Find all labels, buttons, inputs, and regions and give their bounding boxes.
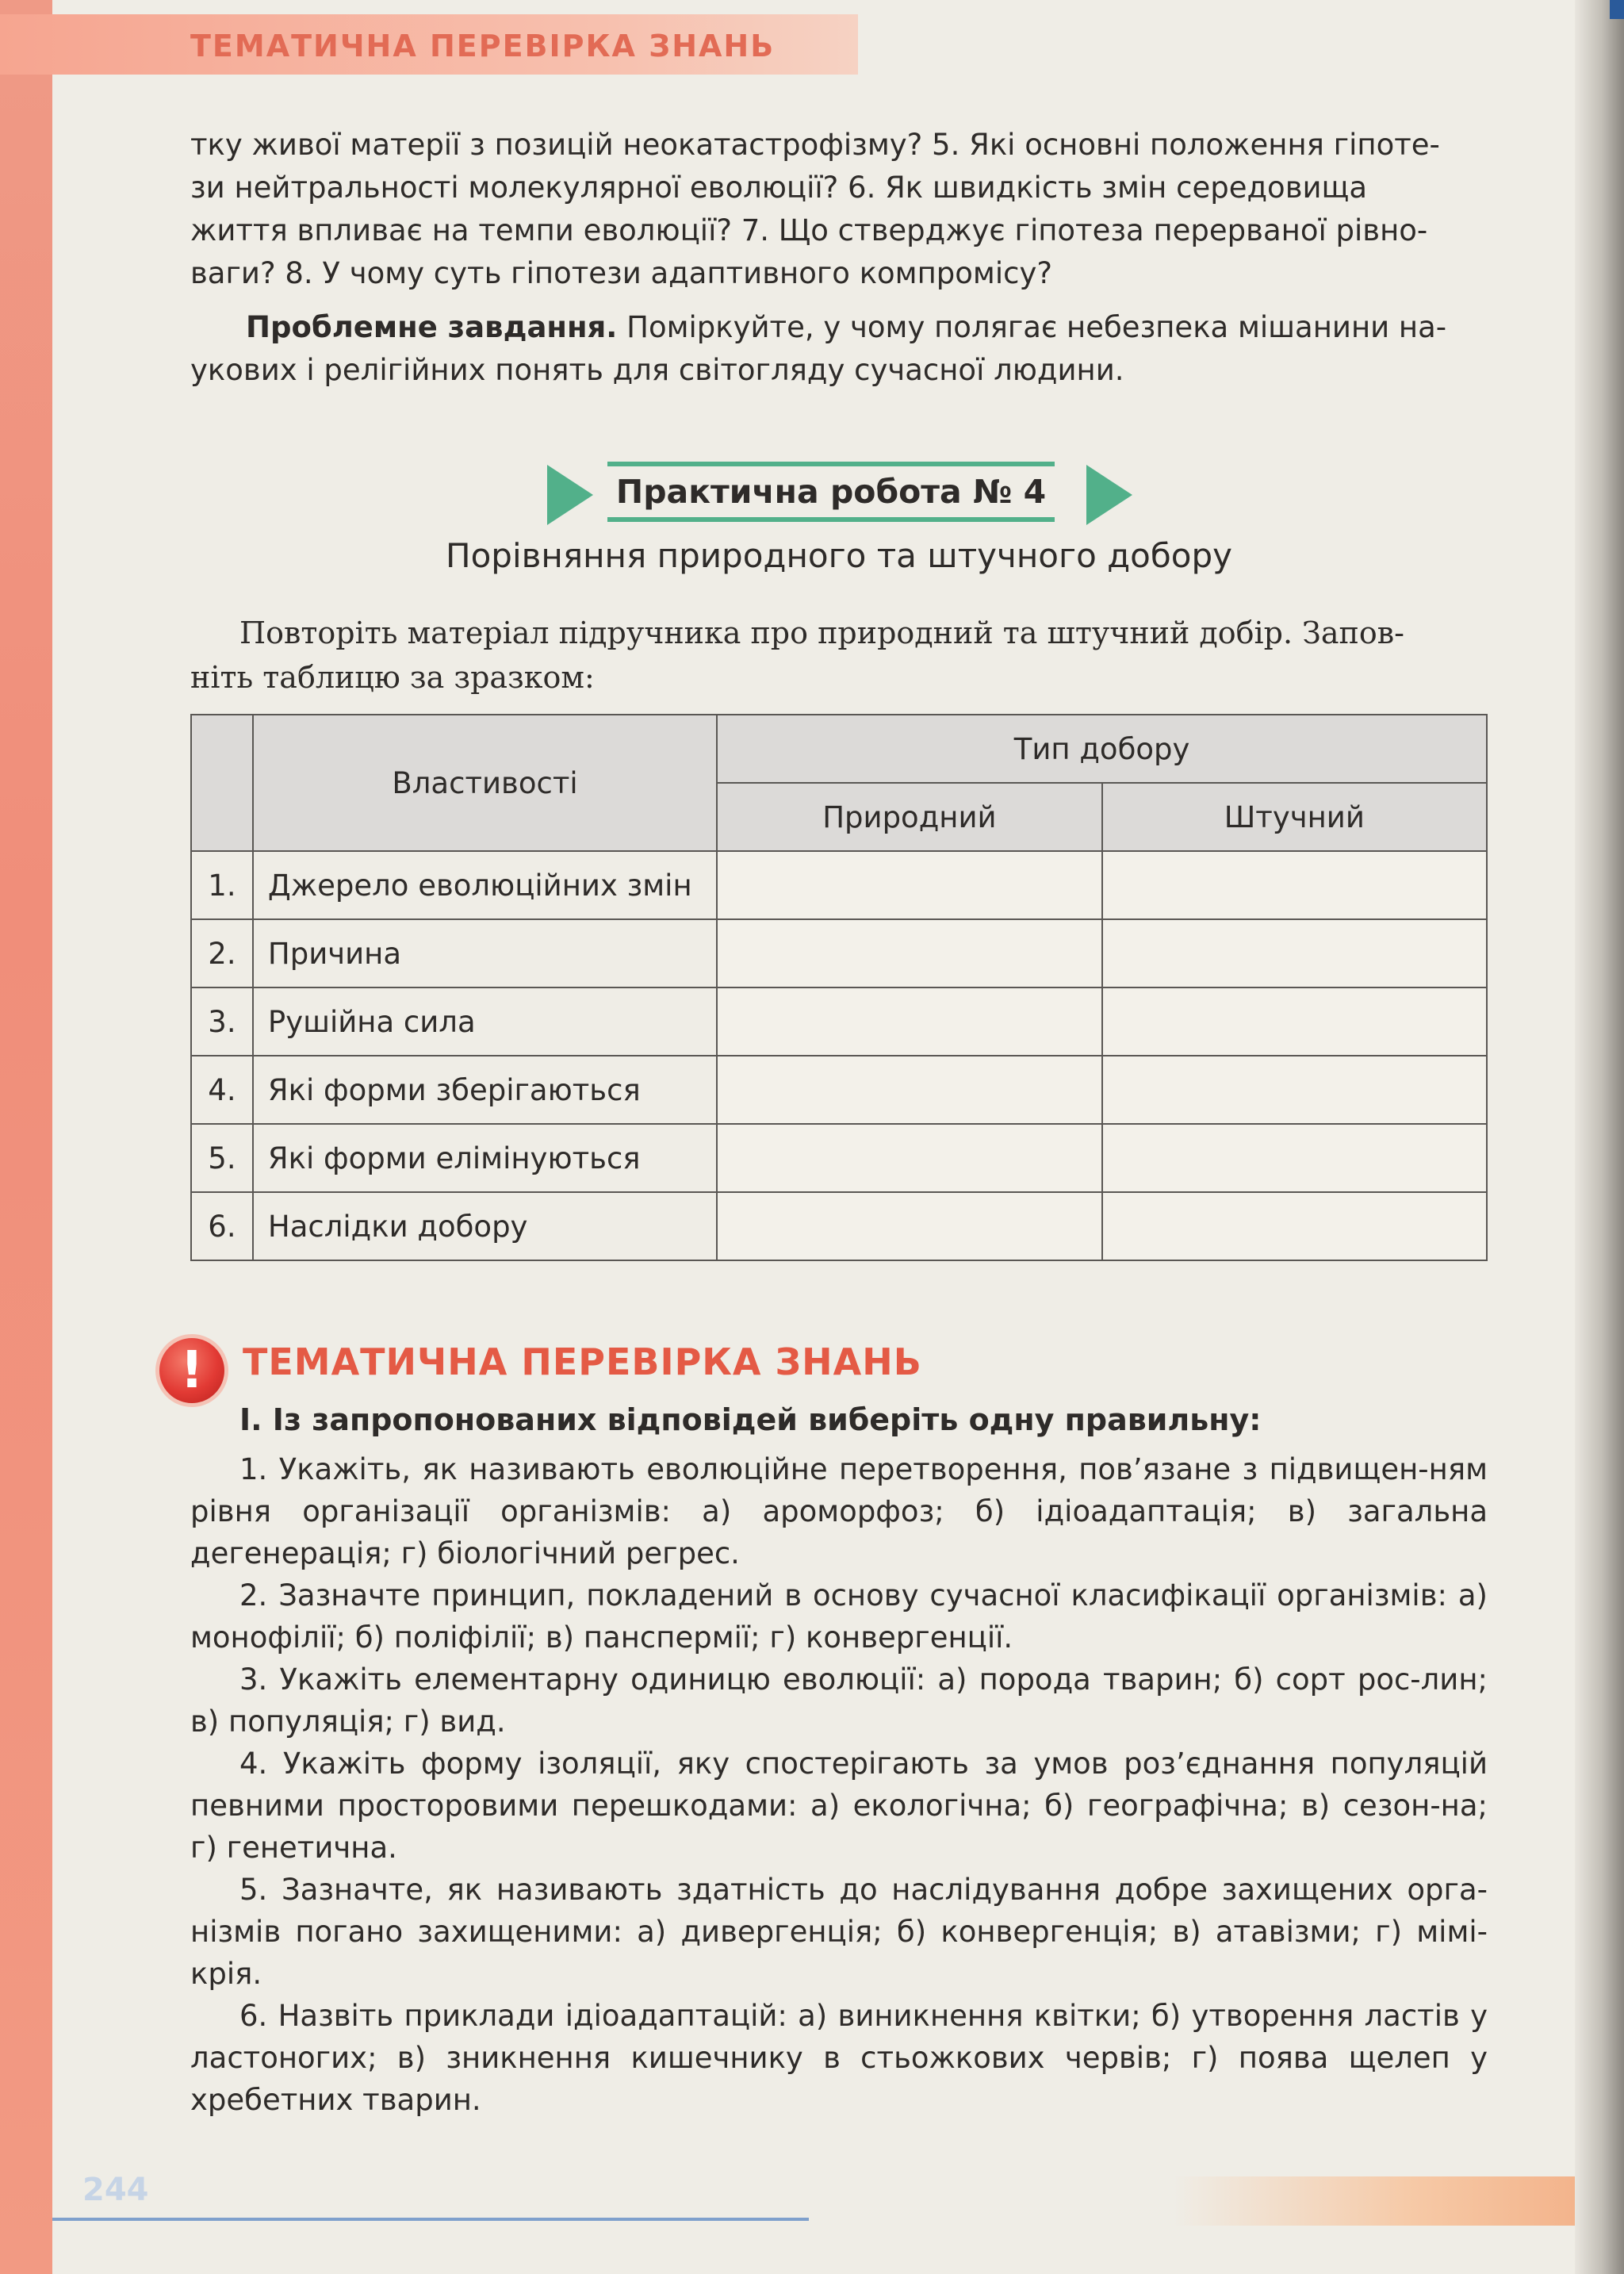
practical-work-banner	[547, 458, 1134, 531]
practical-work-title: Практична робота № 4	[607, 462, 1055, 522]
list-item: 6. Назвіть приклади ідіоадаптацій: а) виникнення квітки; б) утворення ластів у ластоногих; в) зникнення кишечнику в стьожкових червів; г) поява щелеп у хребетних тварин.	[190, 1999, 1488, 2117]
row-number: 6.	[191, 1192, 253, 1260]
page-number: 244	[82, 2172, 149, 2208]
table-row	[191, 987, 1487, 1056]
problem-text: Поміркуйте, у чому полягає небезпека мішанини на-	[617, 310, 1447, 344]
cell-artificial	[1102, 1192, 1487, 1260]
table-header-number	[191, 715, 253, 851]
cell-natural	[717, 1192, 1101, 1260]
instruction-line: Повторіть матеріал підручника про природний та штучний добір. Запов-	[239, 615, 1404, 650]
row-number: 3.	[191, 987, 253, 1056]
row-label: Які форми елімінуються	[253, 1124, 717, 1192]
problem-paragraph	[190, 306, 1488, 392]
section-title: ТЕМАТИЧНА ПЕРЕВІРКА ЗНАНЬ	[243, 1340, 922, 1383]
cell-artificial	[1102, 851, 1487, 919]
table-header-selection-type: Тип добору	[717, 715, 1487, 783]
row-label: Рушійна сила	[253, 987, 717, 1056]
page-edge-left	[0, 0, 52, 2274]
row-label: Джерело еволюційних змін	[253, 851, 717, 919]
table-row	[191, 1056, 1487, 1124]
practical-work-subtitle: Порівняння природного та штучного добору	[446, 536, 1232, 575]
table-row	[191, 851, 1487, 919]
problem-text-2: укових і релігійних понять для світогляду сучасної людини.	[190, 353, 1124, 387]
task-header: І. Із запропонованих відповідей виберіть одну правильну:	[239, 1402, 1262, 1437]
list-item: 4. Укажіть форму ізоляції, яку спостерігають за умов роз’єднання популяцій певними просторовими перешкодами: а) екологічна; б) географічна; в) сезон-на; г) генетична.	[190, 1747, 1488, 1865]
row-label: Наслідки добору	[253, 1192, 717, 1260]
cell-natural	[717, 851, 1101, 919]
cell-natural	[717, 1056, 1101, 1124]
footer-rule	[52, 2218, 809, 2221]
table-header-properties: Властивості	[253, 715, 717, 851]
intro-line: зи нейтральності молекулярної еволюції? 6. Як швидкість змін середовища	[190, 171, 1368, 205]
instruction-line: ніть таблицю за зразком:	[190, 660, 595, 695]
problem-label: Проблемне завдання.	[246, 310, 618, 344]
row-number: 1.	[191, 851, 253, 919]
arrow-right-icon	[547, 465, 593, 525]
table-header-natural: Природний	[717, 783, 1101, 851]
list-item: 2. Зазначте принцип, покладений в основу сучасної класифікації організмів: а) монофілії; б) поліфілії; в) панспермії; г) конвергенції.	[190, 1578, 1488, 1655]
intro-paragraph	[190, 124, 1488, 295]
list-item: 5. Зазначте, як називають здатність до наслідування добре захищених орга-нізмів погано захищеними: а) дивергенція; б) конвергенція; в) атавізми; г) мімі-крія.	[190, 1873, 1488, 1991]
intro-line: життя впливає на темпи еволюції? 7. Що стверджує гіпотеза перерваної рівно-	[190, 213, 1428, 247]
row-label: Причина	[253, 919, 717, 987]
cell-artificial	[1102, 1056, 1487, 1124]
list-item: 1. Укажіть, як називають еволюційне перетворення, пов’язане з підвищен-ням рівня організації організмів: а) ароморфоз; б) ідіоадаптація; в) загальна дегенерація; г) біологічний регрес.	[190, 1452, 1488, 1570]
bookmark-mark	[1610, 0, 1624, 19]
row-number: 4.	[191, 1056, 253, 1124]
table-row	[191, 1192, 1487, 1260]
intro-line: тку живої матерії з позицій неокатастрофізму? 5. Які основні положення гіпоте-	[190, 128, 1440, 162]
table-row	[191, 1124, 1487, 1192]
table-header-artificial: Штучний	[1102, 783, 1487, 851]
comparison-table	[190, 714, 1488, 1261]
exclamation-icon: !	[155, 1334, 228, 1407]
footer-decoration	[1174, 2176, 1575, 2226]
page-edge-right	[1575, 0, 1624, 2274]
table-row	[191, 919, 1487, 987]
row-number: 5.	[191, 1124, 253, 1192]
questions-list	[190, 1448, 1488, 2121]
cell-natural	[717, 919, 1101, 987]
arrow-right-icon	[1086, 465, 1132, 525]
row-number: 2.	[191, 919, 253, 987]
row-label: Які форми зберігаються	[253, 1056, 717, 1124]
cell-artificial	[1102, 1124, 1487, 1192]
cell-artificial	[1102, 919, 1487, 987]
list-item: 3. Укажіть елементарну одиницю еволюції: а) порода тварин; б) сорт рос-лин; в) популяція; г) вид.	[190, 1662, 1488, 1739]
practical-instruction	[190, 611, 1488, 700]
cell-artificial	[1102, 987, 1487, 1056]
running-header: ТЕМАТИЧНА ПЕРЕВІРКА ЗНАНЬ	[190, 29, 776, 63]
cell-natural	[717, 1124, 1101, 1192]
intro-line: ваги? 8. У чому суть гіпотези адаптивного компромісу?	[190, 256, 1052, 290]
cell-natural	[717, 987, 1101, 1056]
